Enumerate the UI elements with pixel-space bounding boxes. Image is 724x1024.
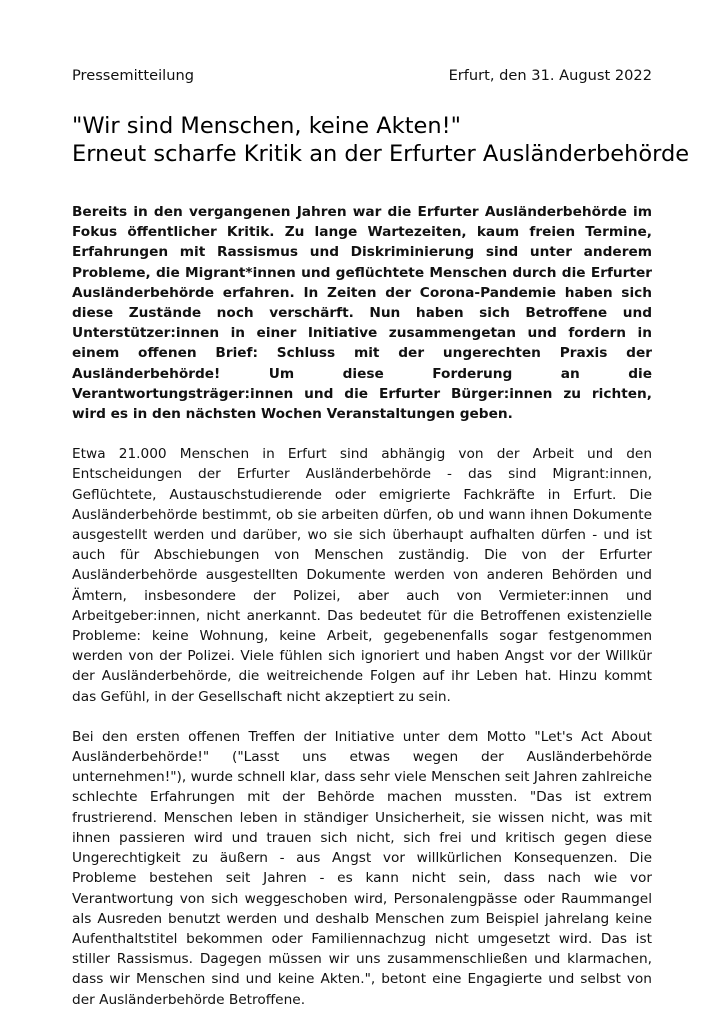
document-type-label: Pressemitteilung <box>72 67 194 84</box>
body-paragraph-1: Etwa 21.000 Menschen in Erfurt sind abhängig von der Arbeit und den Entscheidungen der Erfurter Ausländerbehörde - das sind Migrant:innen, Geflüchtete, Austauschstudierende oder emigrierte Fachkräfte in Erfurt. Die Ausländerbehörde bestimmt, ob sie arbeiten dürfen, ob und wann ihnen Dokumente ausgestellt werden und darüber, wo sie sich überhaupt aufhalten dürfen - und ist auch für Abschiebungen von Menschen zuständig. Die von der Erfurter Ausländerbehörde ausgestellten Dokumente werden von anderen Behörden und Ämtern, insbesondere der Polizei, aber auch von Vermieter:innen und Arbeitgeber:innen, nicht anerkannt. Das bedeutet für die Betroffenen existenzielle Probleme: keine Wohnung, keine Arbeit, gegebenenfalls sogar festgenommen werden von der Polizei. Viele fühlen sich ignoriert und haben Angst vor der Willkür der Ausländerbehörde, die weitreichende Folgen auf ihr Leben hat. Hinzu kommt das Gefühl, in der Gesellschaft nicht akzeptiert zu sein. <box>72 446 652 705</box>
title-line-2: Erneut scharfe Kritik an der Erfurter Ausländerbehörde <box>72 141 690 167</box>
document-title <box>72 112 690 168</box>
body-paragraph-2: Bei den ersten offenen Treffen der Initiative unter dem Motto "Let's Act About Ausländerbehörde!" ("Lasst uns etwas wegen der Ausländerbehörde unternehmen!"), wurde schnell klar, dass sehr viele Menschen seit Jahren zahlreiche schlechte Erfahrungen mit der Behörde machen mussten. "Das ist extrem frustrierend. Menschen leben in ständiger Unsicherheit, sie wissen nicht, was mit ihnen passieren wird und trauen sich nicht, sich frei und kritisch gegen diese Ungerechtigkeit zu äußern - aus Angst vor willkürlichen Konsequenzen. Die Probleme bestehen seit Jahren - es kann nicht sein, dass nach wie vor Verantwortung von sich weggeschoben wird, Personalengpässe oder Raummangel als Ausreden benutzt werden und deshalb Menschen zum Beispiel jahrelang keine Aufenthaltstitel bekommen oder Familiennachzug nicht umgesetzt wird. Das ist stiller Rassismus. Dagegen müssen wir uns zusammenschließen und klarmachen, dass wir Menschen sind und keine Akten.", betont eine Engagierte und selbst von der Ausländerbehörde Betroffene. <box>72 728 652 1008</box>
title-line-1: "Wir sind Menschen, keine Akten!" <box>72 113 461 139</box>
press-release-page <box>72 66 690 1010</box>
document-header <box>72 66 652 86</box>
lead-paragraph: Bereits in den vergangenen Jahren war die Erfurter Ausländerbehörde im Fokus öffentlicher Kritik. Zu lange Wartezeiten, kaum freien Termine, Erfahrungen mit Rassismus und Diskriminierung sind unter anderem Probleme, die Migrant*innen und geflüchtete Menschen durch die Erfurter Ausländerbehörde erfahren. In Zeiten der Corona-Pandemie haben sich diese Zustände noch verschärft. Nun haben sich Betroffene und Unterstützer:innen in einer Initiative zusammengetan und fordern in einem offenen Brief: Schluss mit der ungerechten Praxis der Ausländerbehörde! Um diese Forderung an die Verantwortungsträger:innen und die Erfurter Bürger:innen zu richten, wird es in den nächsten Wochen Veranstaltungen geben. <box>72 204 652 423</box>
place-and-date: Erfurt, den 31. August 2022 <box>448 67 652 84</box>
